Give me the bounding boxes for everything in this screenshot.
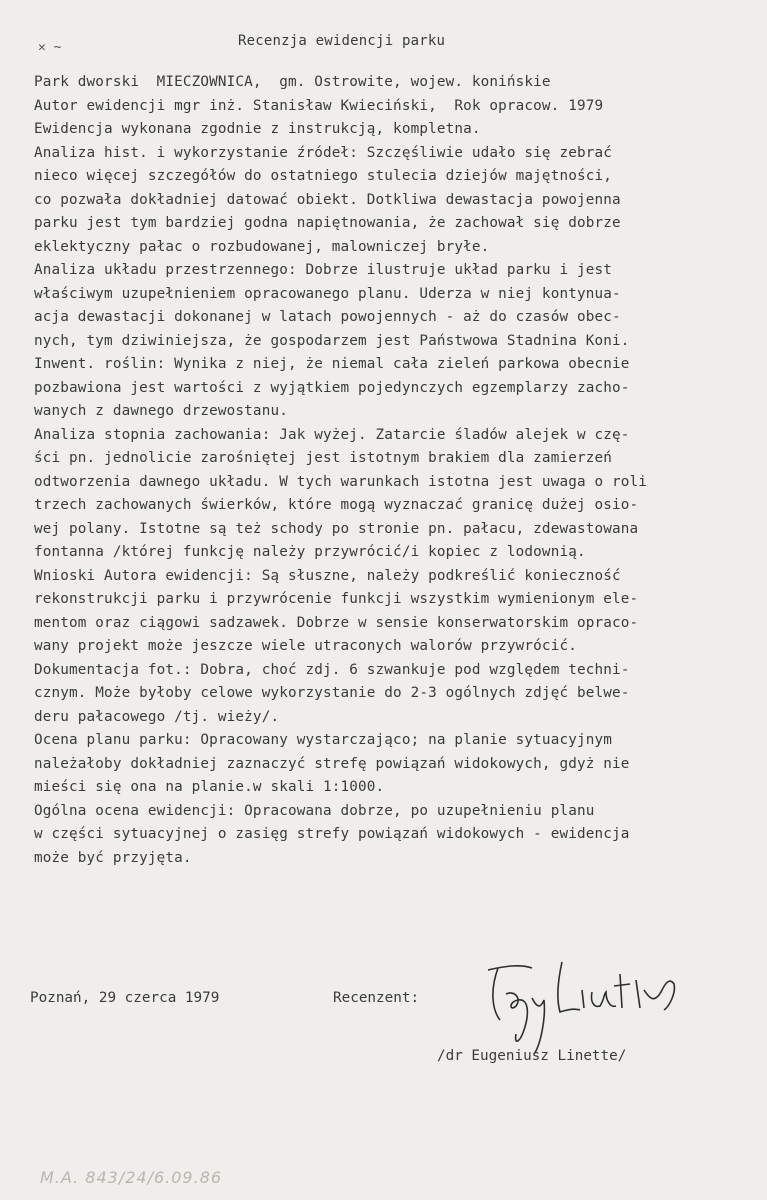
text-line: mieści się ona na planie.w skali 1:1000. <box>34 779 385 795</box>
text-line: co pozwała dokładniej datować obiekt. Dotkliwa dewastacja powojenna <box>34 191 621 208</box>
text-line: wanych z dawnego drzewostanu. <box>34 403 288 419</box>
corner-mark: ✕ ~ <box>38 40 62 55</box>
text-line: Ocena planu parku: Opracowany wystarczająco; na planie sytuacyjnym <box>34 732 612 748</box>
text-line: Analiza stopnia zachowania: Jak wyżej. Zatarcie śladów alejek w czę- <box>34 426 630 443</box>
archive-pencil-note: M.A. 843/24/6.09.86 <box>40 1168 223 1187</box>
text-line: deru pałacowego /tj. wieży/. <box>34 708 280 725</box>
text-line: Ogólna ocena ewidencji: Opracowana dobrze, po uzupełnieniu planu <box>34 802 595 819</box>
text-line: acja dewastacji dokonanej w latach powojennych - aż do czasów obec- <box>34 309 621 325</box>
place-date: Poznań, 29 czerca 1979 <box>30 990 220 1006</box>
text-line: wej polany. Istotne są też schody po stronie pn. pałacu, zdewastowana <box>34 520 639 537</box>
text-line: Wnioski Autora ewidencji: Są słuszne, należy podkreślić konieczność <box>34 567 621 584</box>
text-line: rekonstrukcji parku i przywrócenie funkcji wszystkim wymienionym ele- <box>34 591 639 607</box>
text-line: fontanna /której funkcję należy przywrócić/i kopiec z lodownią. <box>34 544 586 560</box>
review-body <box>34 71 754 870</box>
text-line: wany projekt może jeszcze wiele utraconych walorów przywrócić. <box>34 638 577 654</box>
text-line: cznym. Może byłoby celowe wykorzystanie do 2-3 ogólnych zdjęć belwe- <box>34 685 630 701</box>
text-line: ści pn. jednolicie zarośniętej jest istotnym brakiem dla zamierzeń <box>34 450 612 466</box>
document-title: Recenzja ewidencji parku <box>238 33 446 49</box>
text-line: parku jest tym bardziej godna napiętnowania, że zachował się dobrze <box>34 215 621 231</box>
text-line: nych, tym dziwiniejsza, że gospodarzem jest Państwowa Stadnina Koni. <box>34 332 630 349</box>
text-line: pozbawiona jest wartości z wyjątkiem pojedynczych egzemplarzy zacho- <box>34 379 630 396</box>
text-line: Autor ewidencji mgr inż. Stanisław Kwieciński, Rok opracow. 1979 <box>34 97 604 114</box>
reviewer-name: /dr Eugeniusz Linette/ <box>437 1048 627 1064</box>
text-line: właściwym uzupełnieniem opracowanego planu. Uderza w niej kontynua- <box>34 285 621 302</box>
text-line: eklektyczny pałac o rozbudowanej, malowniczej bryłe. <box>34 238 490 255</box>
text-line: należałoby dokładniej zaznaczyć strefę powiązań widokowych, gdyż nie <box>34 755 630 772</box>
text-line: w części sytuacyjnej o zasięg strefy powiązań widokowych - ewidencja <box>34 826 630 842</box>
text-line: trzech zachowanych świerków, które mogą wyznaczać granicę dużej osio- <box>34 497 639 513</box>
text-line: Park dworski MIECZOWNICA, gm. Ostrowite, wojew. konińskie <box>34 74 551 90</box>
text-line: Ewidencja wykonana zgodnie z instrukcją, kompletna. <box>34 121 481 137</box>
text-line: Inwent. roślin: Wynika z niej, że niemal cała zieleń parkowa obecnie <box>34 356 630 372</box>
text-line: nieco więcej szczegółów do ostatniego stulecia dziejów majętności, <box>34 168 612 184</box>
text-line: Dokumentacja fot.: Dobra, choć zdj. 6 szwankuje pod względem techni- <box>34 661 630 678</box>
text-line: Analiza układu przestrzennego: Dobrze ilustruje układ parku i jest <box>34 262 612 278</box>
text-line: Analiza hist. i wykorzystanie źródeł: Szczęśliwie udało się zebrać <box>34 144 612 161</box>
text-line: odtworzenia dawnego układu. W tych warunkach istotna jest uwaga o roli <box>34 473 648 490</box>
handwritten-signature <box>470 950 700 1060</box>
text-line: mentom oraz ciągowi sadzawek. Dobrze w sensie konserwatorskim opraco- <box>34 614 639 631</box>
text-line: może być przyjęta. <box>34 849 192 866</box>
reviewer-label: Recenzent: <box>333 990 420 1006</box>
